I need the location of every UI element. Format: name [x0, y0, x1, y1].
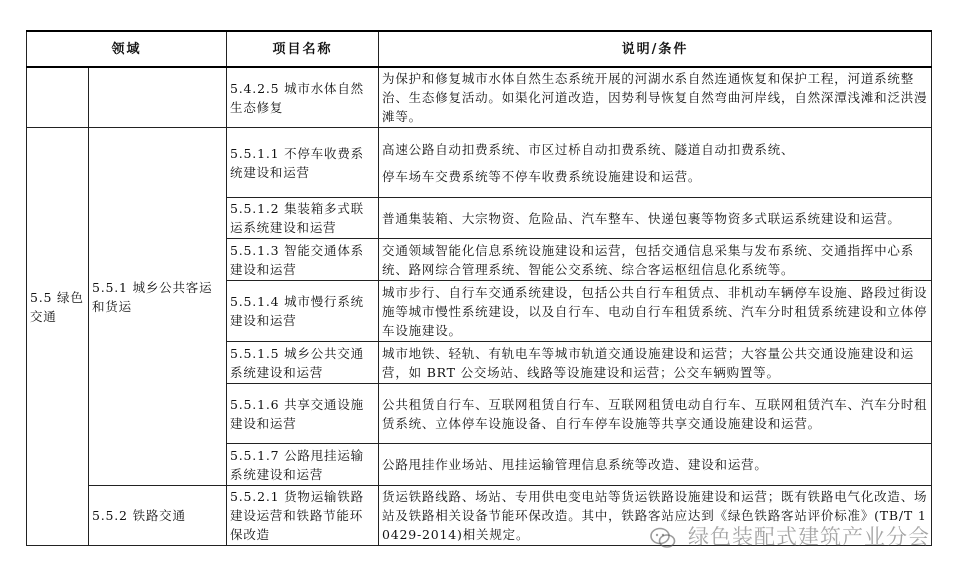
desc-cell: 普通集装箱、大宗物资、危险品、汽车整车、快递包裹等物资多式联运系统建设和运营。 [379, 198, 932, 239]
header-desc: 说明/条件 [379, 31, 932, 67]
desc-cell: 城市地铁、轻轨、有轨电车等城市轨道交通设施建设和运营；大容量公共交通设施建设和运营，如 BRT 公交场站、线路等设施建设和运营；公交车辆购置等。 [379, 342, 932, 384]
project-cell: 5.5.1.2 集装箱多式联运系统建设和运营 [227, 198, 379, 239]
table-row [27, 67, 932, 128]
project-cell: 5.4.2.5 城市水体自然生态修复 [227, 67, 379, 128]
wechat-icon [650, 527, 676, 549]
domain-cell-empty [27, 67, 89, 128]
subdomain-cell: 5.5.2 铁路交通 [89, 486, 227, 546]
project-cell: 5.5.2.1 货物运输铁路建设运营和铁路节能环保改造 [227, 486, 379, 546]
green-finance-table [26, 30, 932, 546]
desc-cell: 货运铁路线路、场站、专用供电变电站等货运铁路设施建设和运营；既有铁路电气化改造、场站及铁路相关设备节能环保改造。其中，铁路客站应达到《绿色铁路客站评价标准》(TB/T 10429-2014)相关规定。 [379, 486, 932, 546]
project-cell: 5.5.1.7 公路甩挂运输系统建设和运营 [227, 444, 379, 486]
project-cell: 5.5.1.6 共享交通设施建设和运营 [227, 384, 379, 444]
desc-cell: 交通领域智能化信息系统设施建设和运营，包括交通信息采集与发布系统、交通指挥中心系统、路网综合管理系统、智能公交系统、综合客运枢纽信息化系统等。 [379, 239, 932, 281]
watermark-text: 绿色装配式建筑产业分会 [688, 525, 930, 549]
subdomain-cell: 5.5.1 城乡公共客运和货运 [89, 128, 227, 486]
desc-cell: 为保护和修复城市水体自然生态系统开展的河湖水系自然连通恢复和保护工程，河道系统整治、生态修复活动。如渠化河道改造，因势利导恢复自然弯曲河岸线，自然深潭浅滩和泛洪漫滩等。 [379, 67, 932, 128]
desc-cell: 公路甩挂作业场站、甩挂运输管理信息系统等改造、建设和运营。 [379, 444, 932, 486]
header-project: 项目名称 [227, 31, 379, 67]
table-row [27, 128, 932, 198]
subdomain-cell-empty [89, 67, 227, 128]
project-cell: 5.5.1.4 城市慢行系统建设和运营 [227, 281, 379, 342]
domain-cell: 5.5 绿色交通 [27, 128, 89, 546]
header-row [27, 31, 932, 67]
desc-cell: 城市步行、自行车交通系统建设，包括公共自行车租赁点、非机动车辆停车设施、路段过街设施等城市慢性系统建设，以及自行车、电动自行车租赁系统、汽车分时租赁系统建设和立体停车设施建设。 [379, 281, 932, 342]
desc-cell [379, 128, 932, 198]
watermark [650, 521, 930, 551]
project-cell: 5.5.1.1 不停车收费系统建设和运营 [227, 128, 379, 198]
project-cell: 5.5.1.3 智能交通体系建设和运营 [227, 239, 379, 281]
desc-line-a: 高速公路自动扣费系统、市区过桥自动扣费系统、隧道自动扣费系统、 [382, 141, 795, 157]
desc-line-b: 停车场车交费系统等不停车收费系统设施建设和运营。 [382, 168, 702, 184]
header-domain: 领域 [27, 31, 227, 67]
project-cell: 5.5.1.5 城乡公共交通系统建设和运营 [227, 342, 379, 384]
desc-cell: 公共租赁自行车、互联网租赁自行车、互联网租赁电动自行车、互联网租赁汽车、汽车分时租赁系统、立体停车设施设备、自行车停车设施等共享交通设施建设和运营。 [379, 384, 932, 444]
